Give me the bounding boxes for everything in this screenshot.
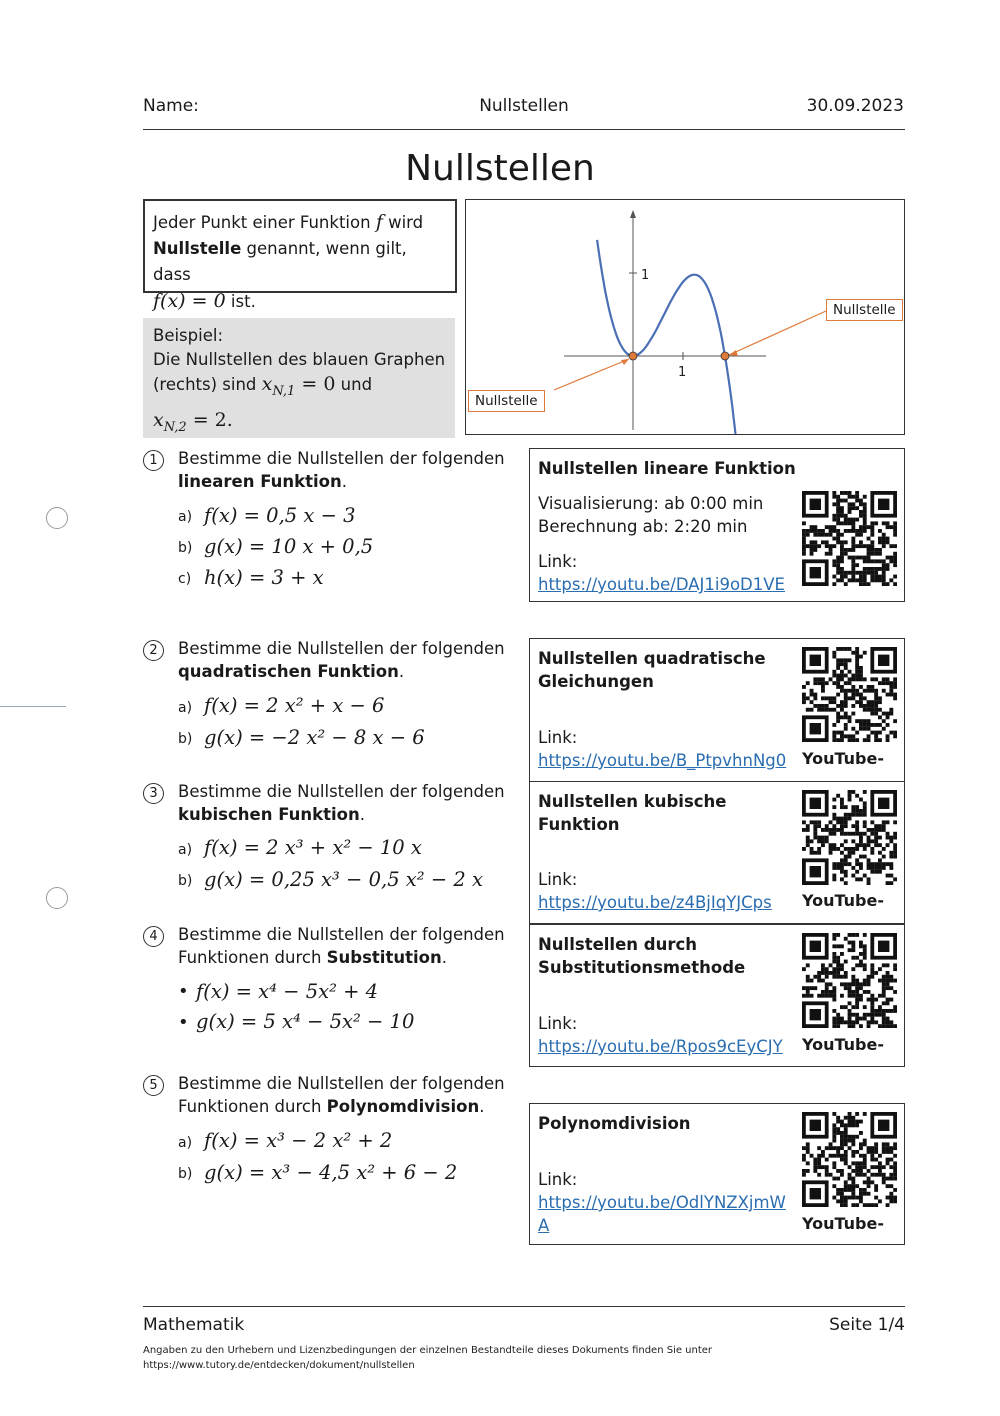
task-3-text	[178, 780, 505, 826]
task-2a-equation: f(x) = 2 x² + x − 6	[204, 694, 385, 717]
header-rule	[143, 129, 905, 130]
definition-text-4: ist.	[225, 292, 256, 311]
video-1-title: Nullstellen lineare Funktion	[538, 459, 796, 478]
video-4-title: Nullstellen durch	[538, 935, 697, 954]
video-5-title: Polynomdivision	[538, 1114, 691, 1133]
video-5-link-label: Link:	[538, 1170, 578, 1189]
example-line1: Die Nullstellen des blauen Graphen	[153, 350, 446, 369]
video-5-link-cont[interactable]: A	[538, 1216, 550, 1235]
task-1c-equation: h(x) = 3 + x	[204, 566, 324, 589]
punch-hole-bottom	[46, 887, 68, 909]
definition-text-3: genannt, wenn gilt, dass	[153, 239, 407, 284]
task-2-bold: quadratischen Funktion	[178, 662, 399, 681]
task-5-bold: Polynomdivision	[326, 1097, 480, 1116]
task-5-line1: Bestimme die Nullstellen der folgenden	[178, 1074, 505, 1093]
task-number-2: 2	[143, 640, 164, 661]
page-title: Nullstellen	[405, 148, 595, 189]
task-5b-equation: g(x) = x³ − 4,5 x² + 6 − 2	[204, 1161, 458, 1184]
task-3b-equation: g(x) = 0,25 x³ − 0,5 x² − 2 x	[204, 868, 483, 891]
video-3-link-label: Link:	[538, 870, 578, 889]
definition-f: f	[375, 211, 383, 233]
task-1-line1: Bestimme die Nullstellen der folgenden	[178, 449, 505, 468]
task-5-pre: Funktionen durch	[178, 1097, 327, 1116]
task-4a-bullet: •	[178, 981, 189, 1002]
graph-box	[465, 199, 905, 435]
task-5a-equation: f(x) = x³ − 2 x² + 2	[204, 1129, 393, 1152]
task-4b-equation: g(x) = 5 x⁴ − 5x² − 10	[196, 1010, 415, 1033]
footer-page: Seite 1/4	[829, 1315, 905, 1335]
task-3a-label: a)	[178, 842, 193, 858]
task-5-text	[178, 1072, 505, 1118]
task-3-line1: Bestimme die Nullstellen der folgenden	[178, 782, 505, 801]
task-5a-label: a)	[178, 1135, 193, 1151]
example-line2: (rechts) sind	[153, 375, 262, 394]
definition-text-2: wird	[382, 213, 424, 232]
task-4-line1: Bestimme die Nullstellen der folgenden	[178, 925, 505, 944]
video-2-youtube-label: YouTube-	[802, 749, 884, 768]
video-3-title: Nullstellen kubische	[538, 792, 727, 811]
video-5-link[interactable]: https://youtu.be/OdlYNZXjmW	[538, 1193, 786, 1212]
y-tick-label: 1	[641, 268, 650, 283]
task-2-line1: Bestimme die Nullstellen der folgenden	[178, 639, 505, 658]
video-5-youtube-label: YouTube-	[802, 1214, 884, 1233]
header-date: 30.09.2023	[806, 96, 904, 116]
video-1-info2: Berechnung ab: 2:20 min	[538, 517, 748, 536]
video-3-youtube-label: YouTube-	[802, 891, 884, 910]
task-1a-label: a)	[178, 509, 193, 525]
example-x2-val: = 2.	[186, 408, 233, 431]
definition-formula: f(x) = 0	[153, 290, 226, 312]
zero-point-2	[721, 352, 729, 360]
task-1-text	[178, 447, 505, 493]
task-number-4: 4	[143, 926, 164, 947]
function-curve	[597, 240, 752, 434]
task-1b-label: b)	[178, 540, 193, 556]
definition-text: Jeder Punkt einer Funktion	[153, 213, 376, 232]
video-1-link-label: Link:	[538, 552, 578, 571]
task-2-text	[178, 637, 505, 683]
punch-hole-top	[46, 507, 68, 529]
task-2a-label: a)	[178, 700, 193, 716]
name-label: Name:	[143, 96, 199, 116]
example-x2: x	[153, 408, 164, 431]
video-box-quadratic	[529, 638, 905, 782]
y-axis-arrow	[630, 210, 636, 218]
video-3-qr-code[interactable]	[802, 790, 897, 885]
label-zero-left: Nullstelle	[468, 390, 545, 412]
footer-license-text: Angaben zu den Urhebern und Lizenzbedingungen der einzelnen Bestandteile dieses Dokuments finden Sie unter	[143, 1345, 713, 1356]
video-2-qr-code[interactable]	[802, 647, 897, 742]
task-1b-equation: g(x) = 10 x + 0,5	[204, 535, 374, 558]
example-x2-sub: N,2	[163, 419, 187, 435]
video-box-cubic	[529, 781, 905, 924]
video-3-title-2: Funktion	[538, 815, 620, 834]
video-box-polynomdivision	[529, 1103, 905, 1245]
task-2-end: .	[398, 662, 405, 681]
task-1-end: .	[341, 472, 347, 491]
task-4-bold: Substitution	[326, 948, 442, 967]
arrow-left	[554, 359, 629, 390]
video-3-link[interactable]: https://youtu.be/z4BjIqYJCps	[538, 893, 772, 912]
example-label: Beispiel:	[153, 326, 224, 345]
task-5-end: .	[479, 1097, 485, 1116]
task-1c-label: c)	[178, 571, 192, 587]
video-2-title-2: Gleichungen	[538, 672, 654, 691]
x-tick-label: 1	[678, 365, 687, 380]
task-number-1: 1	[143, 450, 164, 471]
zero-point-1	[629, 352, 637, 360]
video-1-info1: Visualisierung: ab 0:00 min	[538, 494, 764, 513]
task-4-end: .	[441, 948, 447, 967]
task-3b-label: b)	[178, 873, 193, 889]
video-4-title-2: Substitutionsmethode	[538, 958, 746, 977]
footer-rule	[143, 1306, 905, 1307]
video-4-youtube-label: YouTube-	[802, 1035, 884, 1054]
video-2-title: Nullstellen quadratische	[538, 649, 766, 668]
video-1-link[interactable]: https://youtu.be/DAJ1i9oD1VE	[538, 575, 785, 594]
task-4a-equation: f(x) = x⁴ − 5x² + 4	[196, 980, 379, 1003]
video-4-link[interactable]: https://youtu.be/Rpos9cEyCJY	[538, 1037, 783, 1056]
definition-box	[143, 199, 457, 312]
example-box	[143, 318, 455, 438]
video-4-qr-code[interactable]	[802, 933, 897, 1028]
task-4b-bullet: •	[178, 1012, 189, 1033]
task-1-bold: linearen Funktion	[178, 472, 342, 491]
video-2-link[interactable]: https://youtu.be/B_PtpvhnNg0	[538, 751, 787, 770]
video-box-linear	[529, 448, 905, 602]
task-2b-equation: g(x) = −2 x² − 8 x − 6	[204, 726, 425, 749]
label-zero-right: Nullstelle	[826, 299, 903, 321]
task-3-bold: kubischen Funktion	[178, 805, 360, 824]
task-4-text	[178, 923, 505, 969]
video-box-substitution	[529, 924, 905, 1067]
footer-license-url: https://www.tutory.de/entdecken/dokument/nullstellen	[143, 1360, 415, 1371]
video-5-qr-code[interactable]	[802, 1112, 897, 1207]
header-title: Nullstellen	[479, 96, 569, 116]
task-2b-label: b)	[178, 731, 193, 747]
video-1-qr-code[interactable]	[802, 491, 897, 586]
task-3-end: .	[359, 805, 366, 824]
example-x1-val: = 0	[295, 373, 336, 395]
video-4-link-label: Link:	[538, 1014, 578, 1033]
definition-term: Nullstelle	[153, 239, 242, 258]
task-4-pre: Funktionen durch	[178, 948, 327, 967]
example-x1: x	[261, 373, 273, 395]
footer-subject: Mathematik	[143, 1315, 245, 1335]
video-2-link-label: Link:	[538, 728, 578, 747]
example-x1-sub: N,1	[272, 383, 296, 399]
task-number-5: 5	[143, 1075, 164, 1096]
task-5b-label: b)	[178, 1166, 193, 1182]
example-line2-end: und	[335, 375, 373, 394]
task-3a-equation: f(x) = 2 x³ + x² − 10 x	[204, 836, 422, 859]
task-number-3: 3	[143, 783, 164, 804]
arrowhead-left	[621, 359, 629, 365]
arrow-right	[729, 311, 826, 355]
fold-mark	[0, 706, 66, 707]
task-1a-equation: f(x) = 0,5 x − 3	[204, 504, 356, 527]
